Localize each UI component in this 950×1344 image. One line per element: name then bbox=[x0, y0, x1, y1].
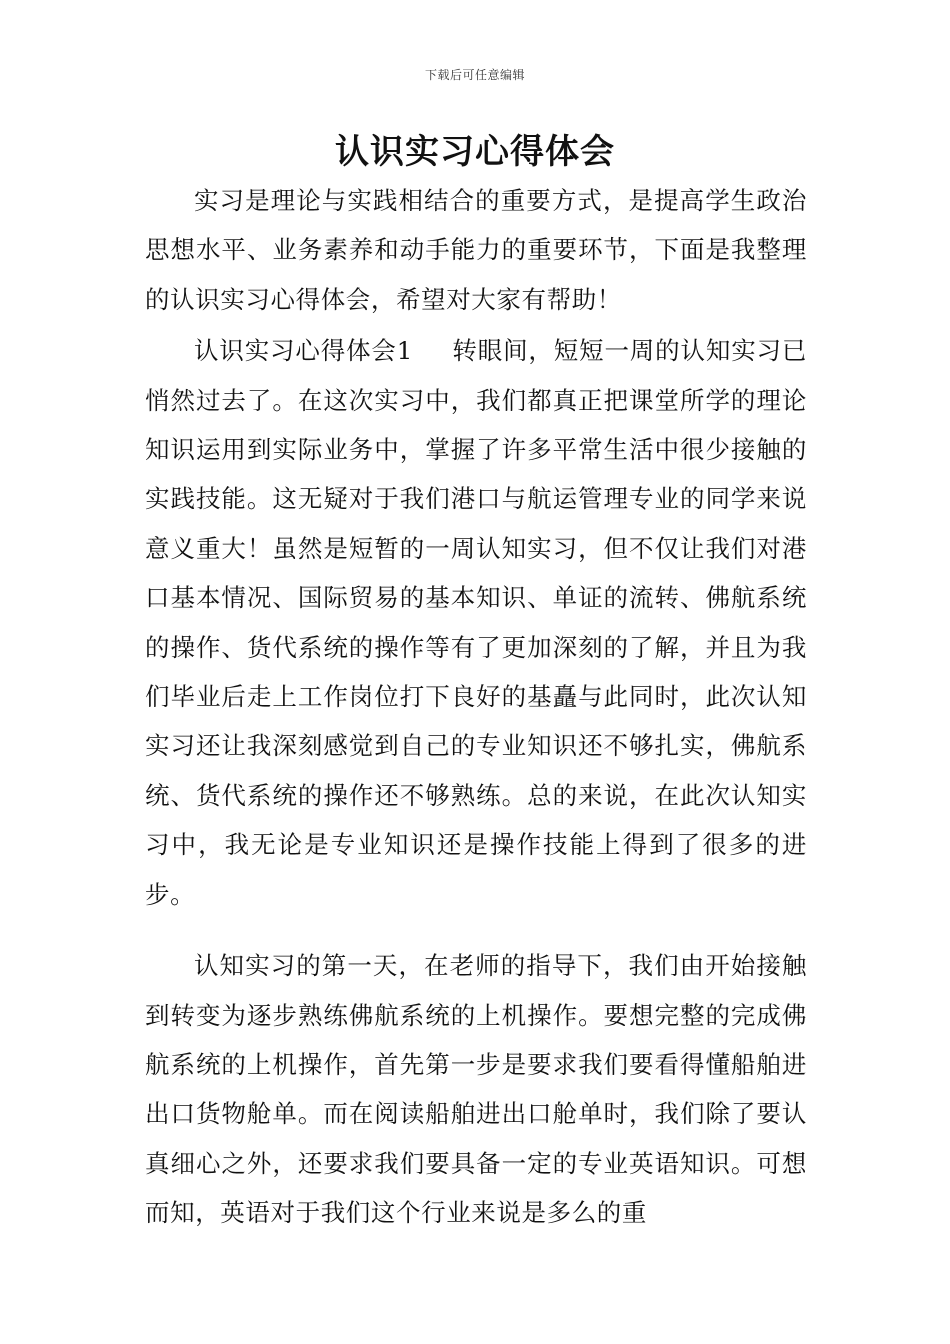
header-note: 下载后可任意编辑 bbox=[424, 68, 525, 82]
intro-paragraph: 实习是理论与实践相结合的重要方式，是提高学生政治思想水平、业务素养和动手能力的重要环节，下面是我整理的认识实习心得体会，希望对大家有帮助！ bbox=[145, 186, 807, 314]
document-body bbox=[145, 176, 807, 1238]
paragraph-3: 认知实习的第一天，在老师的指导下，我们由开始接触到转变为逐步熟练佛航系统的上机操作。要想完整的完成佛航系统的上机操作，首先第一步是要求我们要看得懂船舶进出口货物舱单。而在阅读船舶进出口舱单时，我们除了要认真细心之外，还要求我们要具备一定的专业英语知识。可想而知，英语对于我们这个行业来说是多么的重 bbox=[145, 951, 807, 1228]
document-title: 认识实习心得体会 bbox=[335, 132, 615, 172]
section-text: 转眼间，短短一周的认知实习已悄然过去了。在这次实习中，我们都真正把课堂所学的理论知识运用到实际业务中，掌握了许多平常生活中很少接触的实践技能。这无疑对于我们港口与航运管理专业的同学来说意义重大！虽然是短暂的一周认知实习，但不仅让我们对港口基本情况、国际贸易的基本知识、单证的流转、佛航系统的操作、货代系统的操作等有了更加深刻的了解，并且为我们毕业后走上工作岗位打下良好的基矗与此同时，此次认知实习还让我深刻感觉到自己的专业知识还不够扎实，佛航系统、货代系统的操作还不够熟练。总的来说，在此次认知实习中，我无论是专业知识还是操作技能上得到了很多的进步。 bbox=[145, 336, 807, 909]
section-label: 认识实习心得体会1 bbox=[194, 336, 413, 366]
section-1-paragraph bbox=[145, 326, 807, 919]
